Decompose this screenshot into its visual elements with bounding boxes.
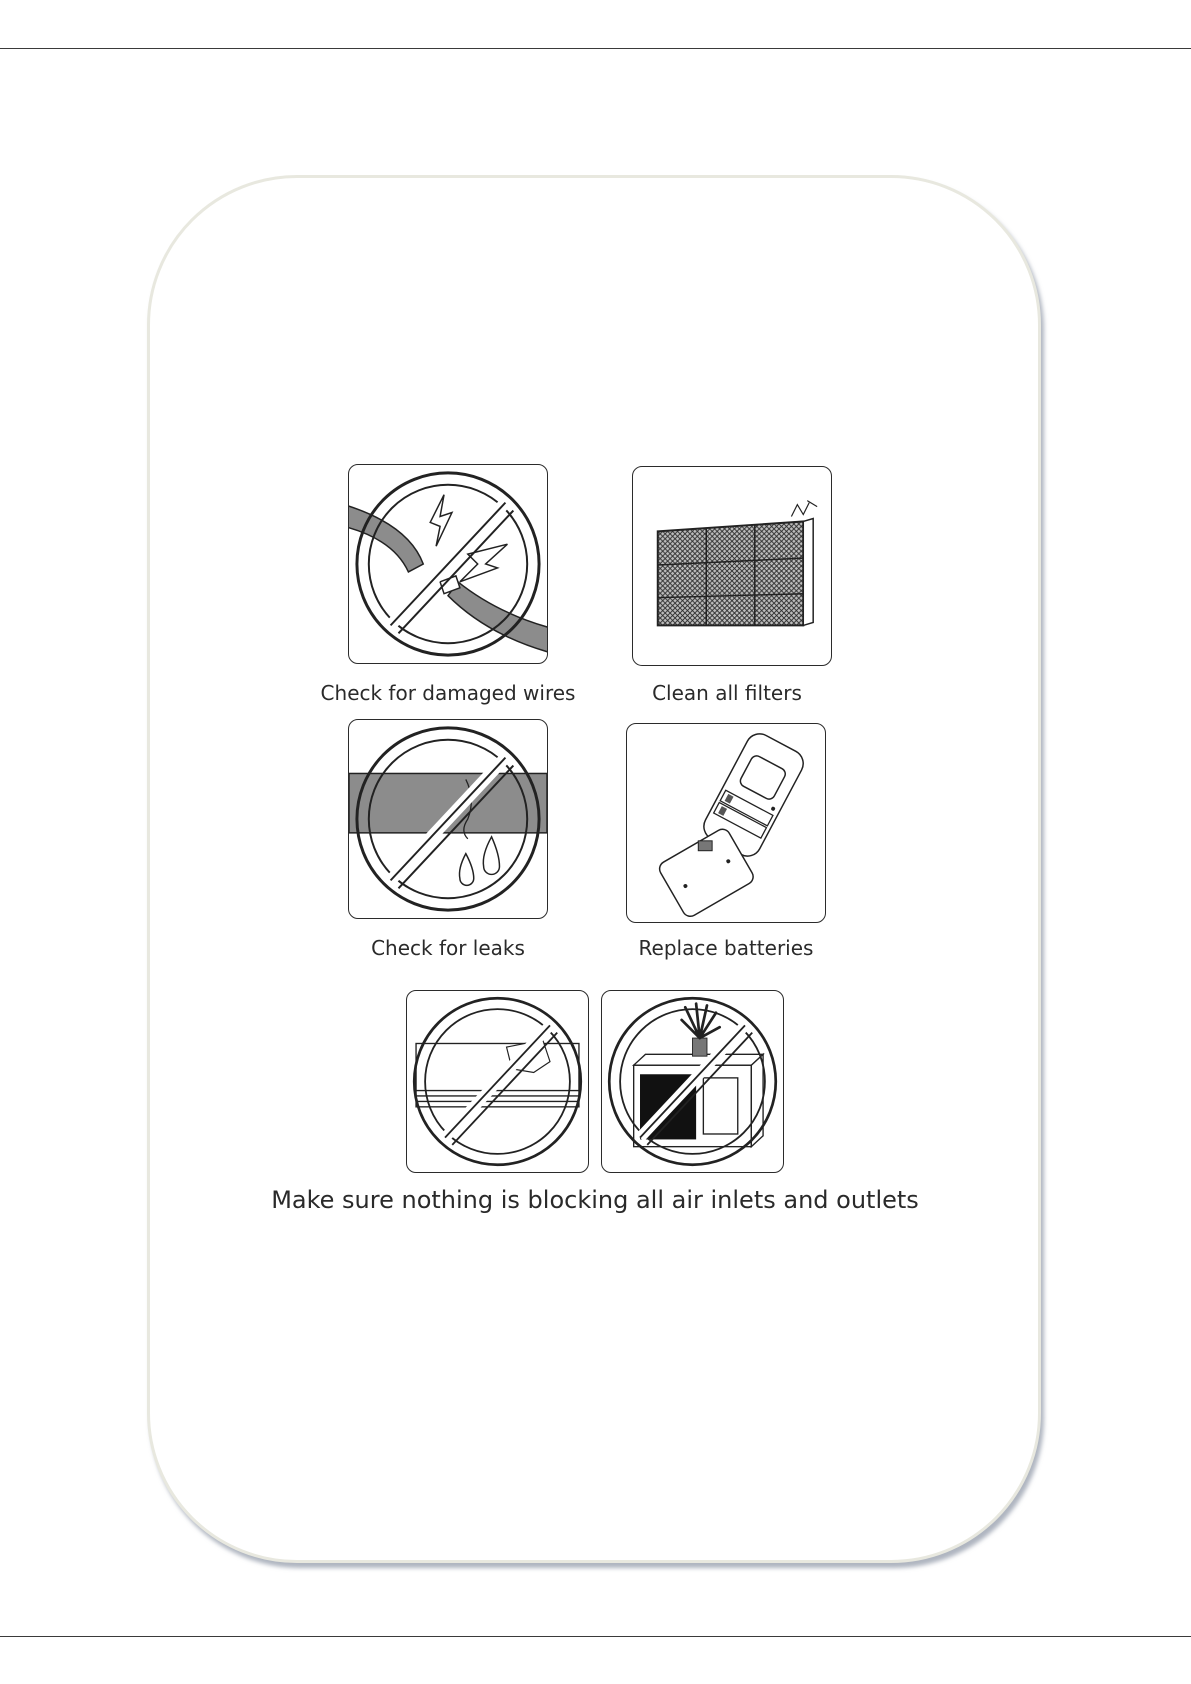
bottom-rule	[0, 1636, 1191, 1637]
damaged-wires-prohibited-icon	[348, 464, 548, 664]
caption-check-leaks: Check for leaks	[371, 936, 525, 960]
caption-damaged-wires: Check for damaged wires	[320, 681, 576, 705]
remote-battery-icon	[626, 723, 826, 923]
caption-clean-filters: Clean all filters	[652, 681, 802, 705]
caption-replace-batteries: Replace batteries	[638, 936, 814, 960]
top-rule	[0, 48, 1191, 49]
leaks-prohibited-icon	[348, 719, 548, 919]
filter-icon	[632, 466, 832, 666]
outdoor-unit-blocked-prohibited-icon	[601, 990, 784, 1173]
caption-no-blocking: Make sure nothing is blocking all air inlets and outlets	[271, 1186, 919, 1214]
maintenance-card	[147, 175, 1041, 1563]
indoor-unit-blocked-prohibited-icon	[406, 990, 589, 1173]
